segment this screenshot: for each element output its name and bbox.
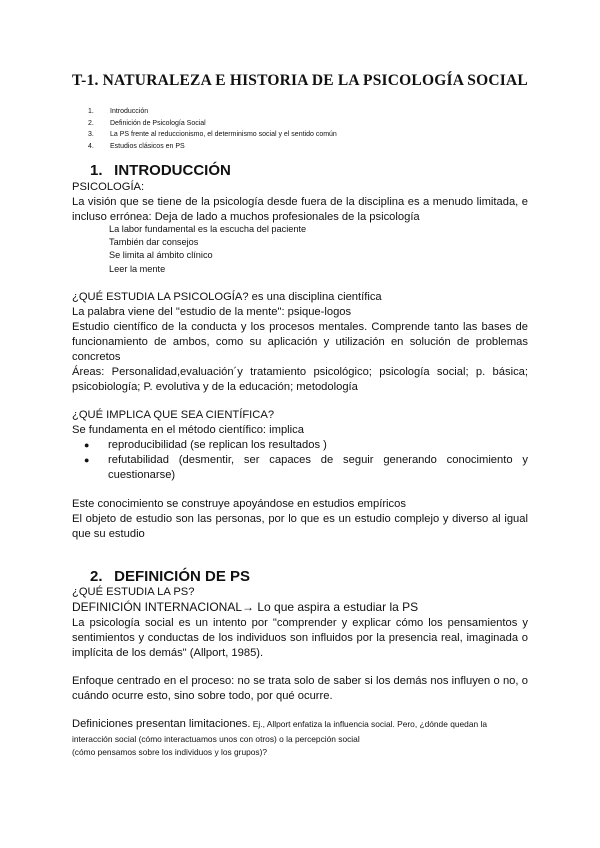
table-of-contents (88, 106, 337, 152)
question-heading: ¿QUÉ IMPLICA QUE SEA CIENTÍFICA? (72, 409, 275, 421)
bullet-continuation: cuestionarse) (108, 469, 176, 481)
paragraph-line: Se fundamenta en el método científico: implica (72, 424, 304, 436)
paragraph-line: concretos (72, 351, 121, 363)
toc-item[interactable] (88, 118, 337, 130)
bullet-item: ● reproducibilidad (se replican los resultados ) (84, 438, 528, 453)
toc-number: 2. (88, 119, 94, 127)
toc-label: Definición de Psicología Social (110, 119, 206, 127)
document-title: T-1. NATURALEZA E HISTORIA DE LA PSICOLOGÍA SOCIAL (72, 72, 528, 89)
paragraph-line: (cómo pensamos sobre los individuos y los grupos)? (72, 747, 268, 757)
paragraph-line (72, 717, 528, 732)
toc-item[interactable] (88, 129, 337, 141)
toc-item[interactable] (88, 141, 337, 153)
toc-item[interactable] (88, 106, 337, 118)
section-heading-definicion (90, 568, 250, 585)
paragraph-line: implícita de los demás" (Allport, 1985). (72, 647, 264, 659)
toc-label: La PS frente al reduccionismo, el determinismo social y el sentido común (110, 131, 337, 139)
section-title: INTRODUCCIÓN (114, 162, 231, 179)
toc-number: 3. (88, 131, 94, 139)
question-heading: ¿QUÉ ESTUDIA LA PSICOLOGÍA? es una disciplina científica (72, 291, 382, 303)
bullet-list (84, 438, 528, 453)
list-item: La labor fundamental es la escucha del paciente (109, 224, 307, 234)
list-item: También dar consejos (109, 237, 199, 247)
limits-example: Ej., Allport enfatiza la influencia social. Pero, ¿dónde quedan la (250, 719, 487, 729)
psicologia-label: PSICOLOGÍA: (72, 181, 145, 193)
paragraph-line: incluso errónea: Deja de lado a muchos profesionales de la psicología (72, 211, 420, 223)
toc-number: 4. (88, 142, 94, 150)
paragraph-line: La visión que se tiene de la psicología desde fuera de la disciplina es a menudo limitada, e (72, 196, 528, 208)
paragraph-line: interacción social (cómo interactuamos unos con otros) o la percepción social (72, 734, 360, 744)
section-number: 1. (90, 162, 103, 179)
list-item: Se limita al ámbito clínico (109, 250, 213, 260)
toc-number: 1. (88, 108, 94, 115)
paragraph-line: La psicología social es un intento por "comprender y explicar cómo los pensamientos y (72, 617, 528, 629)
paragraph-line: Áreas: Personalidad,evaluación´y tratamiento psicológico; psicología social; p. básica; (72, 366, 528, 378)
question-heading: ¿QUÉ ESTUDIA LA PS? (72, 586, 195, 598)
paragraph-line: cuándo ocurre esto, sino sobre todo, por qué ocurre. (72, 690, 333, 702)
toc-label: Estudios clásicos en PS (110, 142, 185, 150)
section-number: 2. (90, 568, 103, 585)
paragraph-line: sentimientos y conductas de los individuos son influidos por la presencia real, imaginada o (72, 632, 528, 644)
bullet-item: ● refutabilidad (desmentir, ser capaces de seguir generando conocimiento y (84, 453, 528, 468)
paragraph-line: que su estudio (72, 528, 145, 540)
section-heading-introduccion (90, 162, 231, 179)
paragraph-line: Estudio científico de la conducta y los procesos mentales. Comprende tanto las bases de (72, 321, 528, 333)
paragraph-line: La palabra viene del "estudio de la mente": psique-logos (72, 306, 352, 318)
definition-heading: DEFINICIÓN INTERNACIONAL→ Lo que aspira a estudiar la PS (72, 600, 419, 614)
paragraph-line: Este conocimiento se construye apoyándose en estudios empíricos (72, 498, 406, 510)
limits-lead: Definiciones presentan limitaciones. (72, 718, 251, 730)
list-item: Leer la mente (109, 264, 166, 274)
paragraph-line: Enfoque centrado en el proceso: no se trata solo de saber si los demás nos influyen o no, o (72, 675, 528, 687)
section-title: DEFINICIÓN DE PS (114, 568, 251, 585)
paragraph-line: El objeto de estudio son las personas, por lo que es un estudio complejo y diverso al igual (72, 513, 528, 525)
toc-label: Introducción (110, 108, 149, 115)
paragraph-line: funcionamiento de ambos, como su aplicación y utilización en solución de problemas (72, 336, 528, 348)
paragraph-line: psicobiología; P. evolutiva y de la educación; metodología (72, 381, 358, 393)
bullet-list (84, 453, 528, 468)
